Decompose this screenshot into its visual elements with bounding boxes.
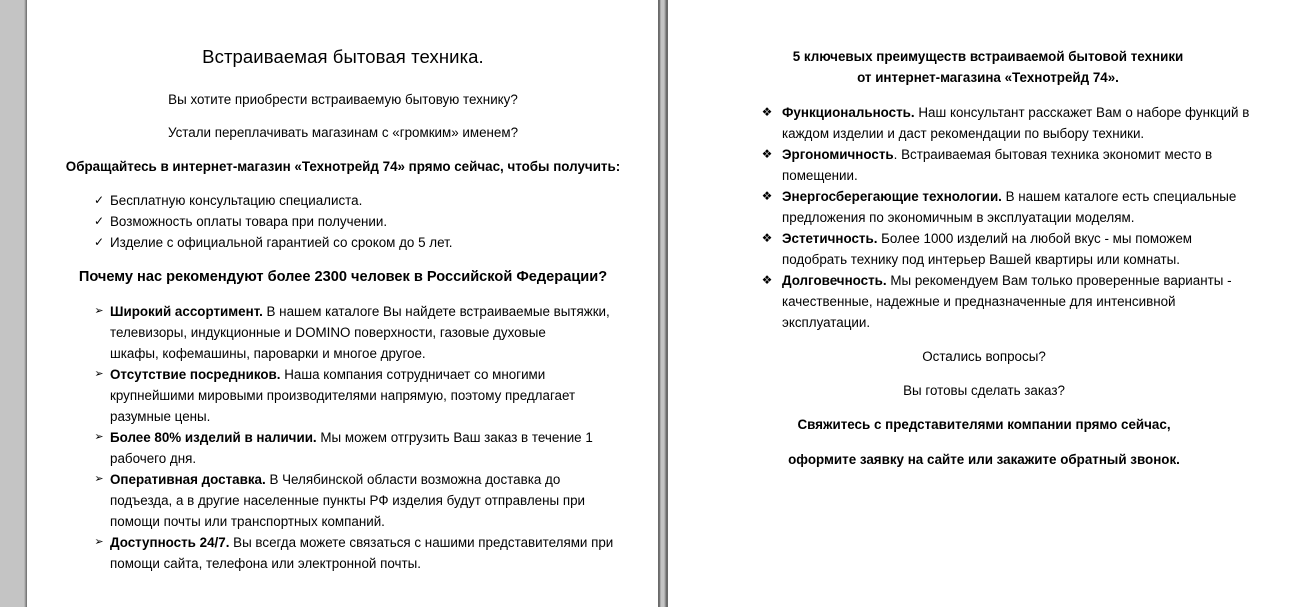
reason-title: Оперативная доставка. <box>110 472 266 487</box>
reason-text: разумные цены. <box>110 409 211 424</box>
checkmark-icon: ✓ <box>93 214 105 228</box>
diamond-bullet-icon: ❖ <box>761 147 773 161</box>
reason-title: Более 80% изделий в наличии. <box>110 430 317 445</box>
advantage-text: каждом изделии и даст рекомендации по выбору техники. <box>782 126 1145 141</box>
list-item <box>94 469 613 532</box>
advantage-text: Мы рекомендуем Вам только проверенные варианты - <box>886 273 1232 288</box>
list-item <box>93 211 452 232</box>
checkmark-icon: ✓ <box>93 193 105 207</box>
arrow-bullet-icon: ➢ <box>94 305 104 317</box>
arrow-bullet-icon: ➢ <box>94 473 104 485</box>
list-item <box>94 427 613 469</box>
list-item <box>94 532 614 574</box>
document-page-right <box>667 0 1311 607</box>
closing-call-2: оформите заявку на сайте или закажите обратный звонок. <box>788 452 1180 467</box>
closing-question-1: Остались вопросы? <box>922 349 1046 364</box>
advantage-title: Энергосберегающие технологии. <box>782 189 1002 204</box>
why-heading: Почему нас рекомендуют более 2300 человек в Российской Федерации? <box>78 269 608 285</box>
advantage-text: предложения по экономичным в эксплуатации моделям. <box>782 210 1135 225</box>
reasons-list <box>94 301 614 574</box>
list-item <box>93 190 452 211</box>
advantage-title: Эстетичность. <box>782 231 878 246</box>
list-item <box>761 228 1249 270</box>
advantage-title: Долговечность. <box>782 273 887 288</box>
intro-question-1: Вы хотите приобрести встраиваемую бытовую технику? <box>168 92 518 107</box>
arrow-bullet-icon: ➢ <box>94 431 104 443</box>
reason-text: шкафы, кофемашины, пароварки и многое другое. <box>110 346 426 361</box>
reason-title: Широкий ассортимент. <box>110 304 263 319</box>
diamond-bullet-icon: ❖ <box>761 189 773 203</box>
list-item <box>761 270 1249 333</box>
reason-text: телевизоры, индукционные и DOMINO поверхности, газовые духовые <box>110 325 546 340</box>
advantage-title: Функциональность. <box>782 105 915 120</box>
benefit-text: Изделие с официальной гарантией со сроком до 5 лет. <box>110 235 453 250</box>
diamond-bullet-icon: ❖ <box>761 231 773 245</box>
arrow-bullet-icon: ➢ <box>94 368 104 380</box>
diamond-bullet-icon: ❖ <box>761 273 773 287</box>
page-title: Встраиваемая бытовая техника. <box>202 46 484 67</box>
call-to-action: Обращайтесь в интернет-магазин «Технотрейд 74» прямо сейчас, чтобы получить: <box>65 159 621 174</box>
advantage-text: В нашем каталоге есть специальные <box>1001 189 1237 204</box>
list-item <box>94 364 613 427</box>
advantage-text: . Встраиваемая бытовая техника экономит место в <box>893 147 1213 162</box>
reason-text: Мы можем отгрузить Ваш заказ в течение 1 <box>316 430 593 445</box>
intro-question-2: Устали переплачивать магазинам с «громким» именем? <box>167 125 519 140</box>
list-item <box>761 186 1249 228</box>
benefit-text: Возможность оплаты товара при получении. <box>110 214 388 229</box>
closing-question-2: Вы готовы сделать заказ? <box>903 383 1065 398</box>
advantage-text: Более 1000 изделий на любой вкус - мы поможем <box>877 231 1193 246</box>
reason-text: помощи почты или транспортных компаний. <box>110 514 385 529</box>
diamond-bullet-icon: ❖ <box>761 105 773 119</box>
advantage-title: Эргономичность <box>782 147 894 162</box>
reason-title: Отсутствие посредников. <box>110 367 281 382</box>
reason-title: Доступность 24/7. <box>110 535 230 550</box>
advantage-text: помещении. <box>782 168 858 183</box>
closing-call-1: Свяжитесь с представителями компании прямо сейчас, <box>797 417 1171 432</box>
document-page-left <box>27 0 659 607</box>
reason-text: В Челябинской области возможна доставка до <box>265 472 561 487</box>
reason-text: подъезда, а в другие населенные пункты РФ изделия будут отправлены при <box>110 493 586 508</box>
reason-text: В нашем каталоге Вы найдете встраиваемые вытяжки, <box>262 304 610 319</box>
advantages-heading-line-2: от интернет-магазина «Технотрейд 74». <box>857 70 1119 85</box>
list-item <box>93 232 453 253</box>
reason-text: рабочего дня. <box>110 451 197 466</box>
left-page-shadow <box>0 0 27 607</box>
advantage-text: подобрать технику под интерьер Вашей квартиры или комнаты. <box>782 252 1180 267</box>
reason-text: крупнейшими мировыми производителями напрямую, поэтому предлагает <box>110 388 576 403</box>
list-item <box>761 102 1250 144</box>
arrow-bullet-icon: ➢ <box>94 536 104 548</box>
reason-text: Наша компания сотрудничает со многими <box>280 367 546 382</box>
benefits-list <box>93 190 453 253</box>
list-item <box>761 144 1249 186</box>
advantage-text: эксплуатации. <box>782 315 871 330</box>
benefit-text: Бесплатную консультацию специалиста. <box>110 193 363 208</box>
list-item <box>94 301 613 364</box>
reason-text: помощи сайта, телефона или электронной почты. <box>110 556 421 571</box>
page-gutter <box>659 0 667 607</box>
advantages-list <box>761 102 1250 333</box>
advantage-text: качественные, надежные и предназначенные для интенсивной <box>782 294 1176 309</box>
advantage-text: Наш консультант расскажет Вам о наборе функций в <box>914 105 1250 120</box>
advantages-heading-line-1: 5 ключевых преимуществ встраиваемой бытовой техники <box>792 49 1184 64</box>
checkmark-icon: ✓ <box>93 235 105 249</box>
reason-text: Вы всегда можете связаться с нашими представителями при <box>229 535 614 550</box>
